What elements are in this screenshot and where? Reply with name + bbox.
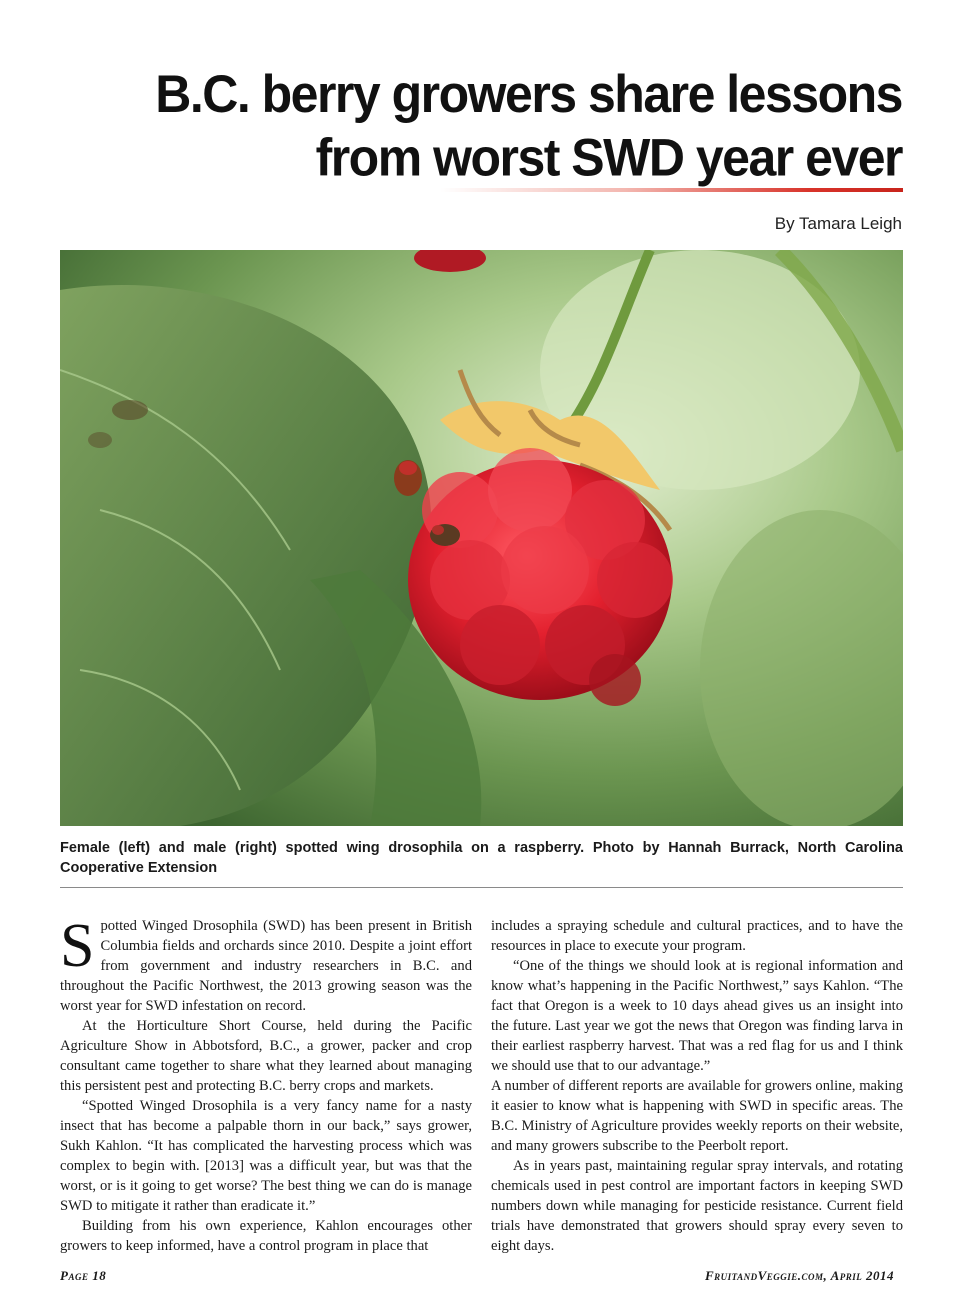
raspberry-illustration bbox=[60, 250, 903, 826]
body-paragraph: includes a spraying schedule and cultural practices, and to have the resources in place to execute your program. bbox=[491, 918, 903, 954]
caption-divider bbox=[60, 887, 903, 888]
body-paragraph: A number of different reports are available for growers online, making it easier to know what is happening with SWD in specific areas. The B.C. Ministry of Agriculture provides weekly reports on their website, and many growers subscribe to the Peerbolt report. bbox=[491, 1078, 903, 1154]
body-paragraph: As in years past, maintaining regular spray intervals, and rotating chemicals used in pest control are important factors in keeping SWD numbers down while managing for pesticide resistance. Current field trials have demonstrated that growers should spray every seven to eight days. bbox=[491, 1158, 903, 1254]
byline: By Tamara Leigh bbox=[774, 214, 902, 233]
body-paragraph: At the Horticulture Short Course, held during the Pacific Agriculture Show in Abbotsford, B.C., a grower, packer and crop consultant came together to share what they learned about managing this persistent pest and protecting B.C. berry crops and markets. bbox=[60, 1018, 472, 1094]
body-column-left bbox=[60, 912, 472, 1256]
photo-caption: Female (left) and male (right) spotted wing drosophila on a raspberry. Photo by Hannah Burrack, North Carolina Cooperative Extension bbox=[60, 840, 903, 876]
headline-line-1: B.C. berry growers share lessons bbox=[155, 64, 902, 124]
page-number: Page 18 bbox=[60, 1268, 107, 1283]
body-paragraph: “Spotted Winged Drosophila is a very fancy name for a nasty insect that has become a palpable thorn in our back,” says grower, Sukh Kahlon. “It has complicated the harvesting process which was complex to begin with. [2013] was a difficult year, but was that the worst, or is it going to get worse? The best thing we can do is manage SWD to mitigate it rather than eradicate it.” bbox=[60, 1098, 472, 1214]
headline-line-2: from worst SWD year ever bbox=[315, 127, 902, 188]
body-paragraph: Building from his own experience, Kahlon encourages other growers to keep informed, have a control program in place that bbox=[60, 1218, 472, 1254]
article-headline bbox=[142, 62, 902, 189]
title-accent-rule bbox=[440, 188, 903, 192]
body-paragraph: Spotted Winged Drosophila (SWD) has been present in British Columbia fields and orchards since 2010. Despite a joint effort from government and industry researchers in B.C. and throughout the Pacific Northwest, the 2013 growing season was the worst year for SWD infestation on record. bbox=[60, 912, 472, 1014]
raspberry-photo bbox=[60, 250, 903, 826]
body-paragraph: “One of the things we should look at is regional information and know what’s happening in the Pacific Northwest,” says Kahlon. “The fact that Oregon is a week to 10 days ahead gives us an insight into the future. Last year we got the news that Oregon was finding larva in their earliest raspberry harvest. That was a red flag for us and I think we should use that to our advantage.” bbox=[491, 958, 903, 1074]
drop-cap: S bbox=[60, 912, 95, 980]
body-column-right bbox=[491, 916, 903, 1256]
publication-footer: FruitandVeggie.com, April 2014 bbox=[704, 1268, 894, 1283]
